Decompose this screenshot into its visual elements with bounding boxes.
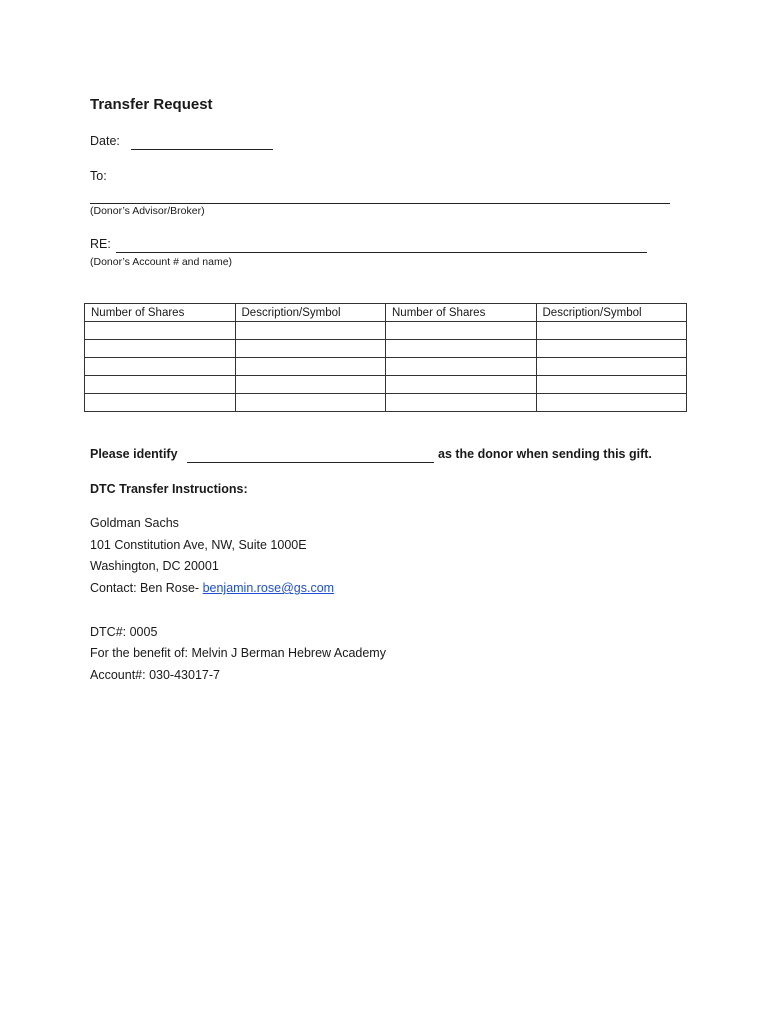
header-description-symbol-1: Description/Symbol (235, 304, 386, 322)
identify-suffix: as the donor when sending this gift. (438, 447, 652, 461)
table-cell[interactable] (85, 394, 236, 412)
header-description-symbol-2: Description/Symbol (536, 304, 687, 322)
date-label: Date: (90, 134, 120, 148)
contact-line (90, 581, 334, 595)
table-row (85, 322, 687, 340)
dtc-heading: DTC Transfer Instructions: (90, 482, 248, 496)
re-label: RE: (90, 237, 111, 251)
benefit-of: For the benefit of: Melvin J Berman Hebrew Academy (90, 646, 386, 660)
table-cell[interactable] (85, 340, 236, 358)
account-number: Account#: 030-43017-7 (90, 668, 220, 682)
re-blank-line (116, 252, 647, 253)
table-cell[interactable] (235, 376, 386, 394)
identify-prefix: Please identify (90, 447, 178, 461)
table-cell[interactable] (386, 322, 537, 340)
table-cell[interactable] (536, 340, 687, 358)
date-blank-line (131, 149, 273, 150)
address-line-bank: Goldman Sachs (90, 516, 179, 530)
header-number-of-shares-1: Number of Shares (85, 304, 236, 322)
to-blank-line (90, 203, 670, 204)
contact-prefix: Contact: Ben Rose- (90, 581, 203, 595)
table-cell[interactable] (386, 376, 537, 394)
to-label: To: (90, 169, 107, 183)
table-cell[interactable] (536, 358, 687, 376)
address-line-city: Washington, DC 20001 (90, 559, 219, 573)
table-header-row (85, 304, 687, 322)
donor-name-blank-line (187, 462, 434, 463)
table-cell[interactable] (235, 358, 386, 376)
table-cell[interactable] (85, 322, 236, 340)
table-cell[interactable] (235, 322, 386, 340)
table-cell[interactable] (386, 340, 537, 358)
page-title: Transfer Request (90, 96, 213, 113)
table-cell[interactable] (386, 358, 537, 376)
header-number-of-shares-2: Number of Shares (386, 304, 537, 322)
table-cell[interactable] (536, 394, 687, 412)
table-row (85, 340, 687, 358)
table-row (85, 394, 687, 412)
table-cell[interactable] (85, 358, 236, 376)
advisor-caption: (Donor’s Advisor/Broker) (90, 205, 205, 217)
table-row (85, 376, 687, 394)
address-line-street: 101 Constitution Ave, NW, Suite 1000E (90, 538, 307, 552)
table-cell[interactable] (235, 340, 386, 358)
table-cell[interactable] (85, 376, 236, 394)
shares-table (84, 303, 687, 412)
contact-email-link[interactable]: benjamin.rose@gs.com (202, 581, 335, 595)
table-row (85, 358, 687, 376)
table-cell[interactable] (235, 394, 386, 412)
table-cell[interactable] (536, 322, 687, 340)
table-cell[interactable] (536, 376, 687, 394)
dtc-number: DTC#: 0005 (90, 625, 158, 639)
account-caption: (Donor’s Account # and name) (90, 256, 233, 268)
table-cell[interactable] (386, 394, 537, 412)
